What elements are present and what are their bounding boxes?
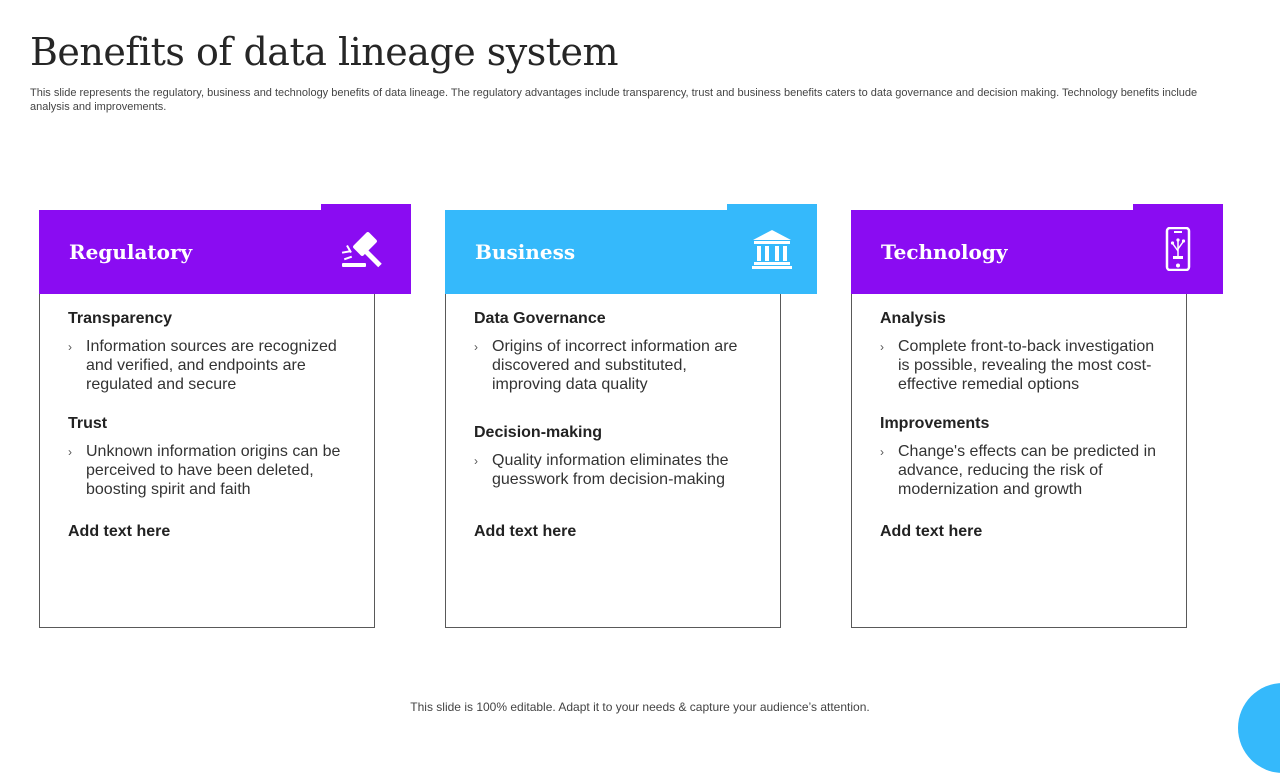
technology-section-title-2: Improvements — [880, 415, 990, 432]
technology-header — [851, 210, 1133, 294]
technology-add-text: Add text here — [880, 523, 983, 540]
footer-note: This slide is 100% editable. Adapt it to your needs & capture your audience’s attention. — [410, 700, 870, 714]
slide-subtitle: This slide represents the regulatory, business and technology benefits of data lineage. The regulatory advantages include transparency, trust and business benefits caters to data governance and decision making. Technology benefits include analysis and improvements. — [30, 87, 1198, 113]
regulatory-add-text: Add text here — [68, 523, 171, 540]
bank-building-icon — [727, 204, 817, 294]
business-add-text: Add text here — [474, 523, 577, 540]
technology-card — [851, 210, 1187, 628]
regulatory-section-title-2: Trust — [68, 415, 108, 432]
chevron-right-icon: › — [68, 340, 72, 354]
chevron-right-icon: › — [474, 340, 478, 354]
chevron-right-icon: › — [68, 445, 72, 459]
technology-section-title-1: Analysis — [880, 310, 946, 327]
slide-title: Benefits of data lineage system — [30, 30, 619, 74]
chevron-right-icon: › — [880, 445, 884, 459]
technology-header-label: Technology — [881, 240, 1008, 264]
business-bullet-2 — [474, 451, 754, 489]
business-section-title-2: Decision-making — [474, 424, 603, 441]
business-header — [445, 210, 727, 294]
mobile-phone-icon — [1133, 204, 1223, 294]
regulatory-bullet-2-text: Unknown information origins can be perceived to have been deleted, boosting spirit and faith — [86, 443, 341, 498]
technology-bullet-1-text: Complete front-to-back investigation is possible, revealing the most cost-effective remedial options — [898, 338, 1155, 393]
business-bullet-2-text: Quality information eliminates the guesswork from decision-making — [492, 452, 729, 488]
technology-bullet-2 — [880, 442, 1160, 499]
regulatory-section-title-1: Transparency — [68, 310, 173, 327]
business-section-title-1: Data Governance — [474, 310, 606, 327]
chevron-right-icon: › — [880, 340, 884, 354]
business-card — [445, 210, 781, 628]
regulatory-card — [39, 210, 375, 628]
chevron-right-icon: › — [474, 454, 478, 468]
technology-bullet-1 — [880, 337, 1160, 394]
regulatory-bullet-1-text: Information sources are recognized and verified, and endpoints are regulated and secure — [86, 338, 337, 393]
regulatory-bullet-2 — [68, 442, 348, 499]
business-header-label: Business — [475, 240, 576, 264]
regulatory-header-label: Regulatory — [69, 240, 193, 264]
business-bullet-1 — [474, 337, 754, 394]
business-bullet-1-text: Origins of incorrect information are discovered and substituted, improving data quality — [492, 338, 738, 393]
gavel-icon — [321, 204, 411, 294]
regulatory-bullet-1 — [68, 337, 348, 394]
regulatory-header — [39, 210, 321, 294]
decorative-circle — [1238, 683, 1280, 773]
technology-bullet-2-text: Change's effects can be predicted in advance, reducing the risk of modernization and growth — [898, 443, 1157, 498]
